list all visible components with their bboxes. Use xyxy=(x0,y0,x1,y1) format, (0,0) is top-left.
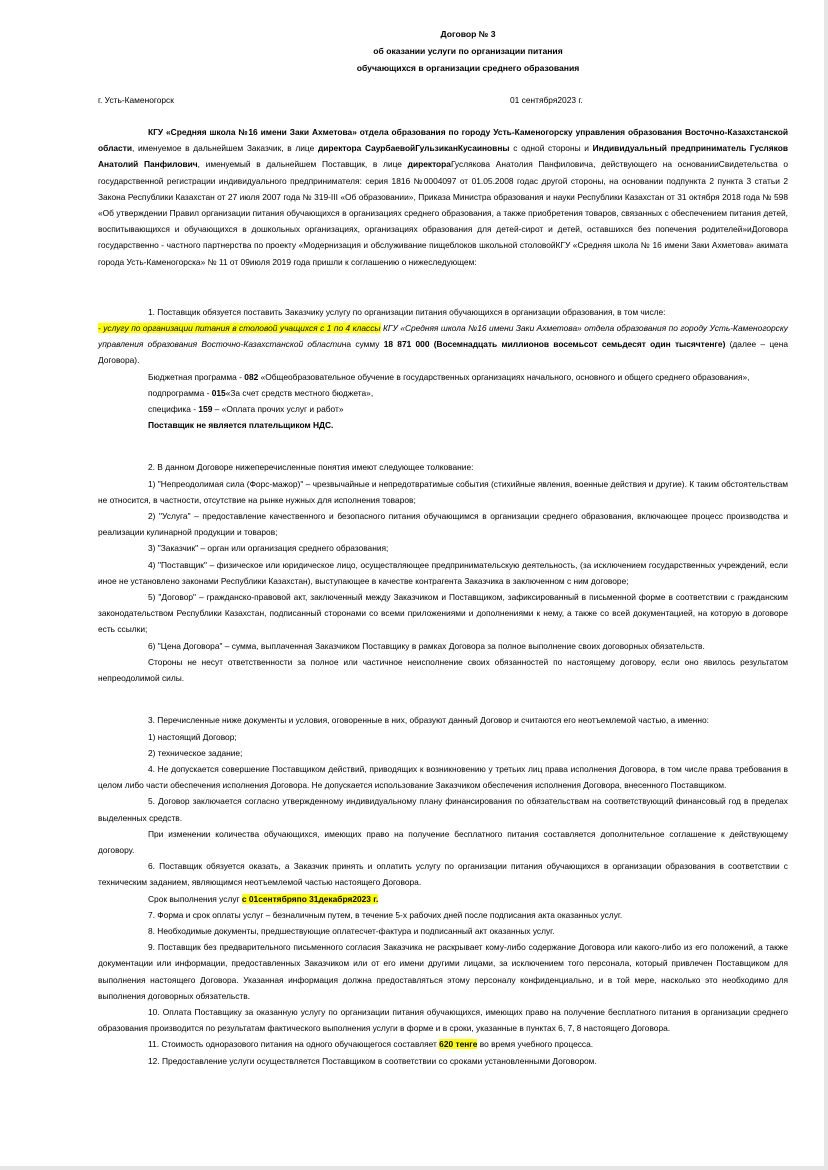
contract-sum: 18 871 000 (Восемнадцать миллионов восемьсот семьдесят один тысячтенге) xyxy=(383,339,726,350)
section2-intro: 2. В данном Договоре нижеперечисленные понятия имеют следующее толкование: xyxy=(148,462,474,473)
contract-city: г. Усть-Каменогорск xyxy=(98,95,174,105)
section2-item: 5) "Договор" – гражданско-правовой акт, заключенный между Заказчиком и Поставщиком, зафиксированный в письменной форме в соответствии с гражданским законодательством Республики Казахстан, подписанный сторонами со всеми приложениями и дополнениями к нему, а также со всей документацией, на которую в договоре есть ссылки; xyxy=(98,592,788,635)
meal-cost xyxy=(98,1036,788,1052)
section3-item: 10. Оплата Поставщику за оказанную услугу по организации питания обучающихся, имеющих право на получение бесплатного питания в организации среднего образования производится по результатам фактического выполнения услуги в форме и в сроки, указанные в пунктах 6, 7, 8 настоящего Договора. xyxy=(98,1006,788,1034)
preamble-text-4: Гуслякова Анатолия Панфиловича, действующего на основанииСвидетельства о государственной регистрации индивидуального предпринимателя: серия 1816 №0004097 от 01.05.2008 годас другой стороны, на основании подпункта 2 пункта 3 статьи 2 Закона Республики Казахстан от 27 июля 2007 года № 319-III «Об образовании», Приказа Министра образования и науки Республики Казахстан от 31 октября 2018 года № 598 «Об утверждении Правил организации питания обучающихся в организациях среднего образования, а также приобретения товаров, связанных с обеспечением питания детей, воспитывающихся и обучающихся в дошкольных организациях, организациях образования для детей-сирот и детей, оставшихся без попечения родителей»иДоговора государственно - частного партнерства по проекту «Модернизация и обслуживание пищеблоков школьной столовойКГУ «Средняя школа № 16 имени Заки Ахметова» акимата города Усть-Каменогорска» № 11 от 09июля 2019 года пришли к соглашению о нижеследующем: xyxy=(98,159,788,267)
subprogram-text: «За счет средств местного бюджета», xyxy=(225,387,374,398)
sum-suffix: (далее – цена Договора). xyxy=(98,339,788,366)
customer-name: КГУ «Средняя школа №16 имени Заки Ахметова» отдела образования по городу Усть-Каменогорску управления образования Восточно-Казахстанской области xyxy=(98,127,788,154)
section2-item: 4) "Поставщик" – физическое или юридическое лицо, осуществляющее предпринимательскую деятельность, (за исключением государственных учреждений, если иное не установлено законами Республики Казахстан), выступающее в качестве контрагента Заказчика в заключенном с ним договоре; xyxy=(98,559,788,586)
contract-body xyxy=(98,124,788,1069)
service-provider: КГУ «Средняя школа №16 имени Заки Ахметова» отдела образования по городу Усть-Каменогорску управления образования Восточно-Казахстанской области xyxy=(98,323,788,350)
contract-subtitle-2: обучающихся в организации среднего образования xyxy=(356,63,580,73)
subprogram-prefix: подпрограмма - xyxy=(148,387,212,398)
section2-item: Стороны не несут ответственности за полное или частичное неисполнение своих обязанностей по настоящему договору, если оно явилось результатом непреодолимой силы. xyxy=(98,656,788,684)
section3-item: 2) техническое задание; xyxy=(148,747,243,758)
subprogram-code: 015 xyxy=(211,387,226,398)
service-highlight: - услугу по организации питания в столовой учащихся с 1 по 4 классы xyxy=(98,323,381,334)
budget-prefix: Бюджетная программа - xyxy=(148,371,245,382)
specifics-text: – «Оплата прочих услуг и работ» xyxy=(212,404,344,415)
section3-item: 6. Поставщик обязуется оказать, а Заказчик принять и оплатить услугу по организации питания обучающихся в организации образования в соответствии с техническим заданием, являющимся неотъемлемой частью настоящего Договора. xyxy=(98,861,788,888)
section1-service xyxy=(98,320,788,369)
budget-code: 082 xyxy=(244,371,259,382)
term-dates: с 01сентябряпо 31декабря2023 г. xyxy=(241,893,379,904)
contract-title: Договор № 3 xyxy=(440,29,496,39)
preamble-text-3: , именуемый в дальнейшем Поставщик, в лице xyxy=(197,159,408,170)
section2-item: 6) "Цена Договора" – сумма, выплаченная Заказчиком Поставщику в рамках Договора за полное выполнение своих договорных обязательств. xyxy=(148,640,705,651)
section3-item: 8. Необходимые документы, предшествующие оплатесчет-фактура и подписанный акт оказанных услуг. xyxy=(148,925,555,936)
section3-item: 1) настоящий Договор; xyxy=(148,731,237,742)
page-edge-bottom xyxy=(0,1166,828,1170)
specifics-code: 159 xyxy=(198,404,213,415)
budget-program xyxy=(98,369,788,385)
section2-item: 3) "Заказчик" – орган или организация среднего образования; xyxy=(148,543,389,554)
specifics-prefix: специфика - xyxy=(148,404,199,415)
supplier-director-label: директора xyxy=(407,159,451,170)
section3-item: При изменении количества обучающихся, имеющих право на получение бесплатного питания составляется дополнительное соглашение к действующему договору. xyxy=(98,828,788,855)
preamble-paragraph xyxy=(98,124,788,270)
supplier-name: Индивидуальный предприниматель Гусляков Анатолий Панфилович xyxy=(98,143,788,170)
cost-value: 620 тенге xyxy=(439,1039,478,1050)
budget-text: «Общеобразовательное обучение в государственных организациях начального, основного и общего среднего образования», xyxy=(258,371,750,382)
contract-subtitle-1: об оказании услуги по организации питания xyxy=(373,46,563,56)
section2-item: 1) "Непреодолимая сила (Форс-мажор)" – чрезвычайные и непредотвратимые события (стихийные явления, военные действия и другие). К таким обстоятельствам не относится, в частности, отсутствие на рынке нужных для исполнения товаров; xyxy=(98,478,788,505)
vat-text: Поставщик не является плательщиком НДС. xyxy=(148,420,334,431)
service-term xyxy=(98,891,788,907)
contract-date: 01 сентября2023 г. xyxy=(510,95,583,105)
sum-prefix: на сумму xyxy=(341,339,384,350)
section1-intro: 1. Поставщик обязуется поставить Заказчику услугу по организации питания обучающихся в организации образования, в том числе: xyxy=(148,306,666,317)
section3-item: 12. Предоставление услуги осуществляется Поставщиком в соответствии со сроками установленными Договором. xyxy=(148,1055,597,1066)
customer-director: директора СаурбаевойГульзиканКусаиновны xyxy=(317,143,510,154)
section2-item: 2) "Услуга" – предоставление качественного и безопасного питания обучающимся в организации среднего образования, включающее процесс производства и реализации кулинарной продукции и товаров; xyxy=(98,511,788,538)
section3-item: 9. Поставщик без предварительного письменного согласия Заказчика не раскрывает кому-либо содержание Договора или какого-либо из его положений, а также документации или информации, предоставленных Заказчиком или от его имени другими лицами, за исключением того персонала, который привлечен Поставщиком для выполнения настоящего Договора. Указанная информация должна предоставляться этому персоналу конфиденциально, и в той мере, насколько это необходимо для выполнения договорных обязательств. xyxy=(98,942,788,1001)
cost-prefix: 11. Стоимость одноразового питания на одного обучающегося составляет xyxy=(148,1039,440,1050)
page-edge-right xyxy=(824,0,828,1170)
section3-item: 7. Форма и срок оплаты услуг – безналичным путем, в течение 5-х рабочих дней после подписания акта оказанных услуг. xyxy=(148,909,623,920)
preamble-text-2: с одной стороны и xyxy=(509,143,593,154)
section3-item: 4. Не допускается совершение Поставщиком действий, приводящих к возникновению у третьих лиц права исполнения Договора, в том числе права требования в целом либо части обеспечения исполнения Договора. Не допускается использование Заказчиком обеспечения исполнения Договора, внесенного Поставщиком. xyxy=(98,763,788,791)
subprogram xyxy=(98,385,788,401)
specifics xyxy=(98,401,788,417)
preamble-text-1: , именуемое в дальнейшем Заказчик, в лице xyxy=(131,143,318,154)
section3-item: 5. Договор заключается согласно утвержденному индивидуальному плану финансирования по обязательствам на соответствующий финансовый год в пределах выделенных средств. xyxy=(98,796,788,823)
term-prefix: Срок выполнения услуг xyxy=(148,893,242,904)
vat-status xyxy=(98,417,788,433)
section3-intro: 3. Перечисленные ниже документы и условия, оговоренные в них, образуют данный Договор и считаются его неотъемлемой частью, а именно: xyxy=(148,715,709,726)
cost-suffix: во время учебного процесса. xyxy=(477,1039,594,1050)
